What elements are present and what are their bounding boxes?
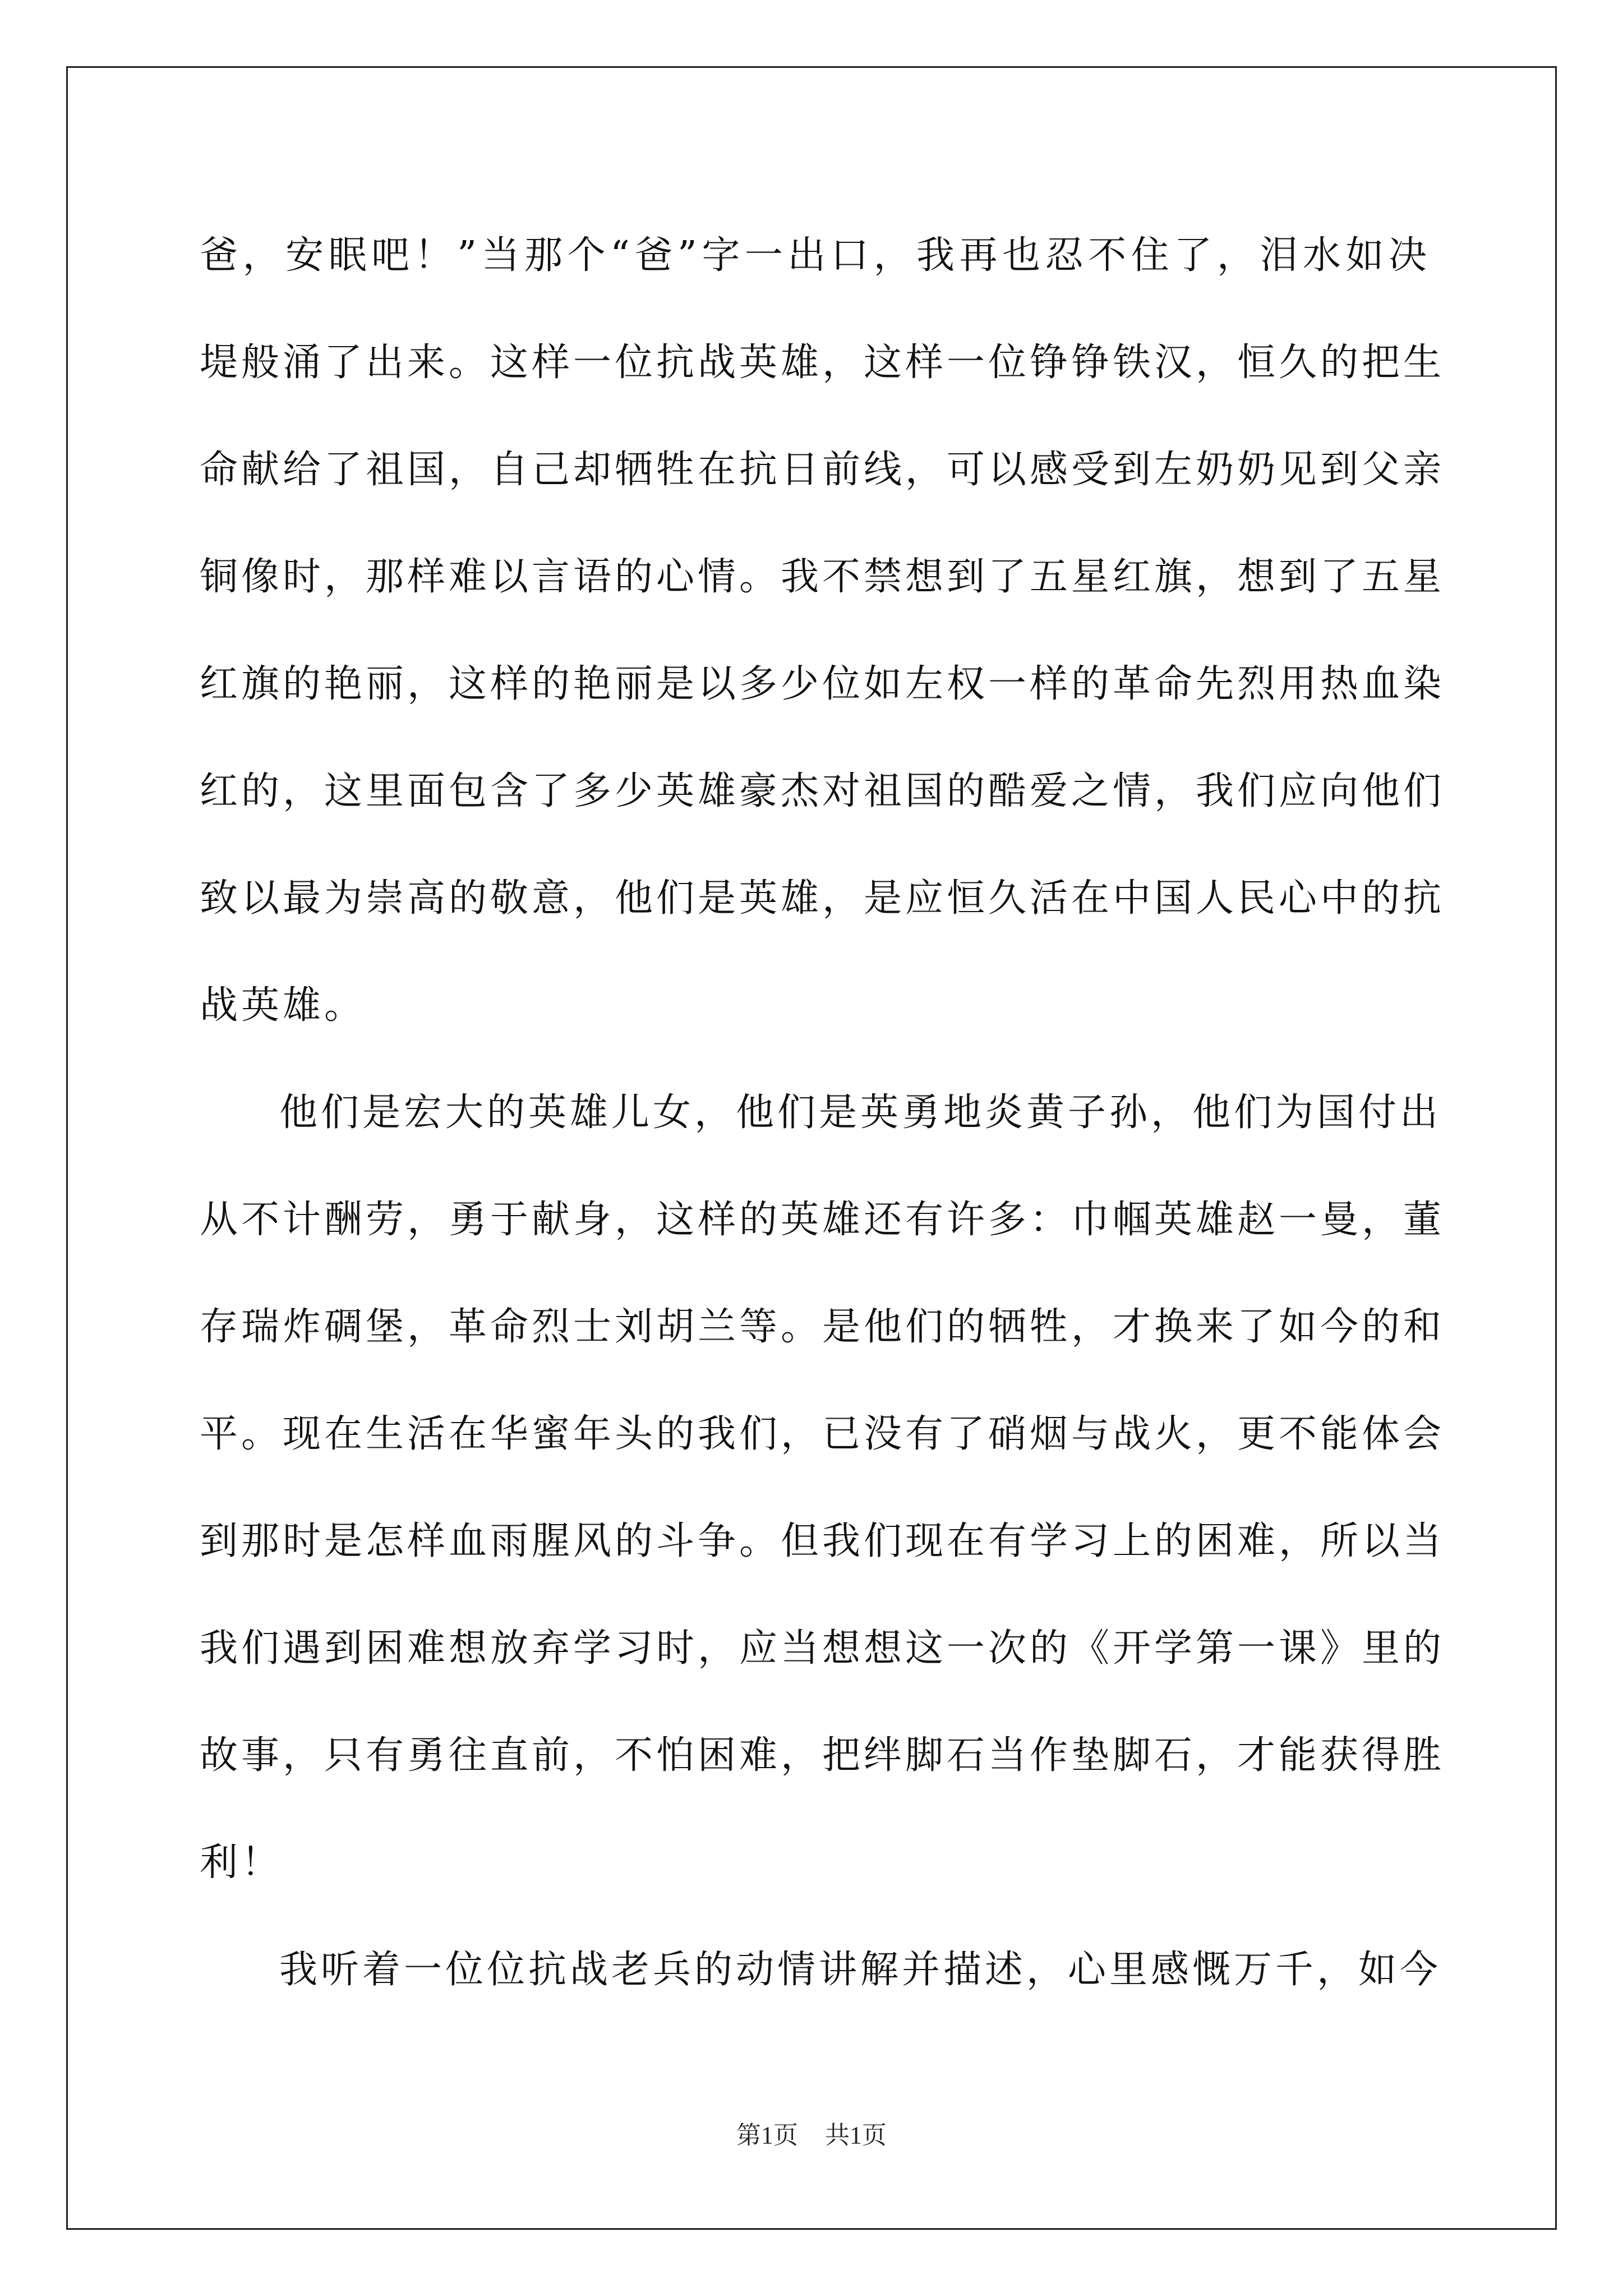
text-line: 到那时是怎样血雨腥风的斗争。但我们现在有学习上的困难，所以当 <box>200 1519 1445 1563</box>
text-line: 从不计酬劳，勇于献身，这样的英雄还有许多：巾帼英雄赵一曼，董 <box>200 1198 1445 1242</box>
text-line: 我们遇到困难想放弃学习时，应当想想这一次的《开学第一课》里的 <box>200 1626 1445 1671</box>
paragraph <box>200 1916 1442 2023</box>
paragraph <box>200 202 1445 1059</box>
text-line: 利！ <box>200 1841 283 1885</box>
text-line: 堤般涌了出来。这样一位抗战英雄，这样一位铮铮铁汉，恒久的把生 <box>200 341 1445 385</box>
text-line: 红旗的艳丽，这样的艳丽是以多少位如左权一样的革命先烈用热血染 <box>200 662 1445 706</box>
text-line: 平。现在生活在华蜜年头的我们，已没有了硝烟与战火，更不能体会 <box>200 1412 1445 1456</box>
page-total: 共1页 <box>825 2122 887 2149</box>
page-number: 第1页 <box>736 2122 798 2149</box>
text-line: 故事，只有勇往直前，不怕困难，把绊脚石当作垫脚石，才能获得胜 <box>200 1733 1445 1778</box>
paragraph <box>200 1059 1445 1916</box>
document-body <box>200 202 1445 2023</box>
text-line: 致以最为崇高的敬意，他们是英雄，是应恒久活在中国人民心中的抗 <box>200 876 1445 921</box>
text-line: 战英雄。 <box>200 983 366 1028</box>
text-line: 命献给了祖国，自己却牺牲在抗日前线，可以感受到左奶奶见到父亲 <box>200 448 1445 492</box>
text-line: 红的，这里面包含了多少英雄豪杰对祖国的酷爱之情，我们应向他们 <box>200 769 1445 813</box>
text-line: 存瑞炸碉堡，革命烈士刘胡兰等。是他们的牺牲，才换来了如今的和 <box>200 1305 1445 1349</box>
text-line: 铜像时，那样难以言语的心情。我不禁想到了五星红旗，想到了五星 <box>200 555 1445 599</box>
text-line: 他们是宏大的英雄儿女，他们是英勇地炎黄子孙，他们为国付出 <box>279 1091 1442 1135</box>
text-line: 爸，安眠吧！”当那个“爸”字一出口，我再也忍不住了，泪水如决 <box>200 233 1430 278</box>
text-line: 我听着一位位抗战老兵的动情讲解并描述，心里感慨万千，如今 <box>279 1948 1442 1992</box>
page-footer <box>0 2119 1623 2152</box>
